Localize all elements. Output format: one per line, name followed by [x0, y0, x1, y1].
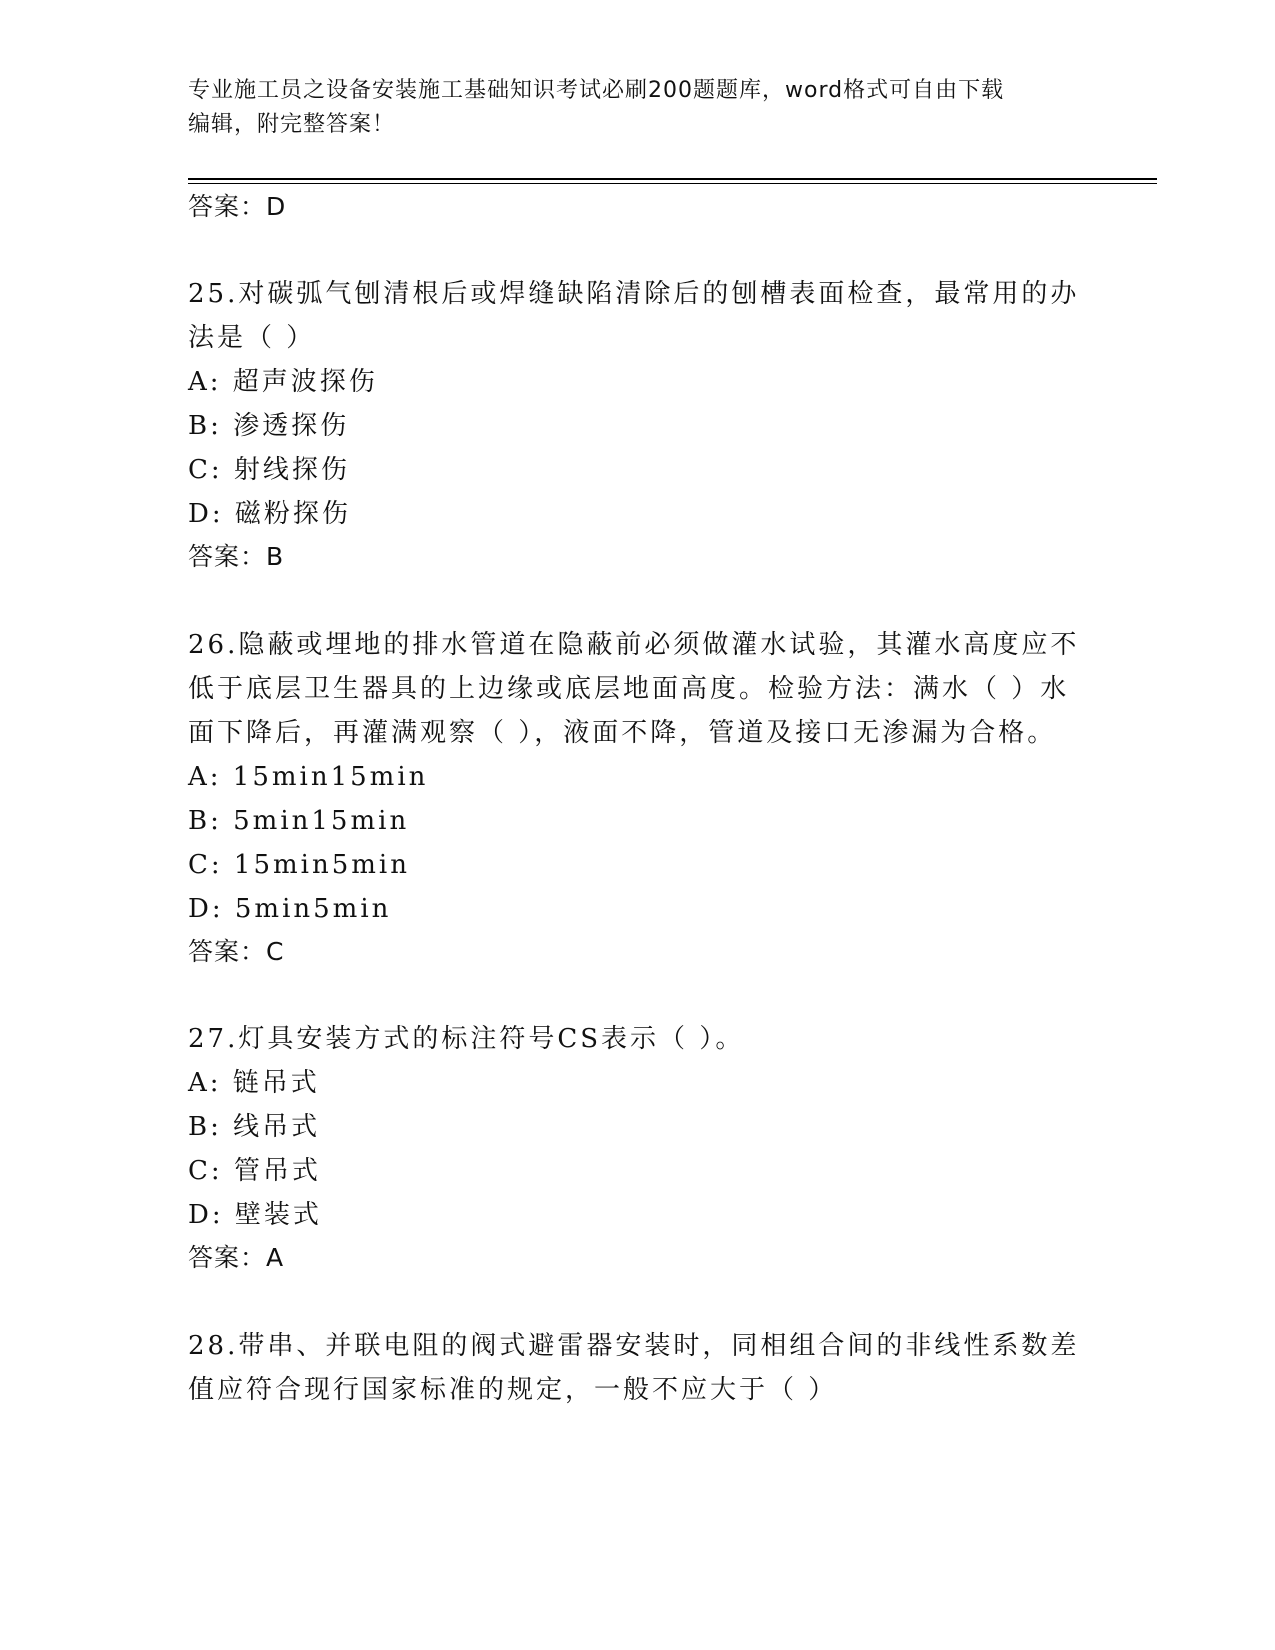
question-28-text-line-1: 28.带串、并联电阻的阀式避雷器安装时，同相组合间的非线性系数差	[188, 1331, 1080, 1361]
question-27-option-c: C: 管吊式	[188, 1156, 321, 1186]
question-26-option-b: B: 5min15min	[188, 806, 410, 836]
question-25-answer: 答案：B	[188, 542, 285, 571]
question-26-option-d: D: 5min5min	[188, 894, 392, 924]
header-title-line-2: 编辑，附完整答案！	[188, 112, 396, 137]
question-26-text-line-3: 面下降后，再灌满观察（ ），液面不降，管道及接口无渗漏为合格。	[188, 718, 1057, 748]
question-25-option-c: C: 射线探伤	[188, 455, 350, 485]
question-26-option-c: C: 15min5min	[188, 850, 410, 880]
question-27-option-d: D: 壁装式	[188, 1200, 322, 1230]
question-26-answer: 答案：C	[188, 937, 285, 966]
question-26-text-line-2: 低于底层卫生器具的上边缘或底层地面高度。检验方法：满水（ ）水	[188, 674, 1070, 704]
question-27-answer: 答案：A	[188, 1243, 285, 1272]
question-25-option-b: B: 渗透探伤	[188, 411, 350, 441]
question-27-text-line-1: 27.灯具安装方式的标注符号CS表示（ ）。	[188, 1024, 745, 1054]
header-divider-thick	[188, 178, 1157, 180]
question-25-text-line-2: 法是（ ）	[188, 323, 316, 353]
question-26-text-line-1: 26.隐蔽或埋地的排水管道在隐蔽前必须做灌水试验，其灌水高度应不	[188, 630, 1080, 660]
question-27-option-a: A: 链吊式	[188, 1068, 320, 1098]
question-26-option-a: A: 15min15min	[188, 762, 429, 792]
question-25-option-d: D: 磁粉探伤	[188, 499, 351, 529]
header-title-line-1: 专业施工员之设备安装施工基础知识考试必刷200题题库，word格式可自由下载	[188, 78, 1005, 103]
question-25-option-a: A: 超声波探伤	[188, 367, 378, 397]
header-divider-thin	[188, 183, 1157, 184]
question-25-text-line-1: 25.对碳弧气刨清根后或焊缝缺陷清除后的刨槽表面检查，最常用的办	[188, 279, 1080, 309]
document-header	[188, 74, 1068, 142]
previous-question-answer: 答案：D	[188, 192, 287, 221]
question-28-text-line-2: 值应符合现行国家标准的规定，一般不应大于（ ）	[188, 1375, 838, 1405]
question-27-option-b: B: 线吊式	[188, 1112, 321, 1142]
